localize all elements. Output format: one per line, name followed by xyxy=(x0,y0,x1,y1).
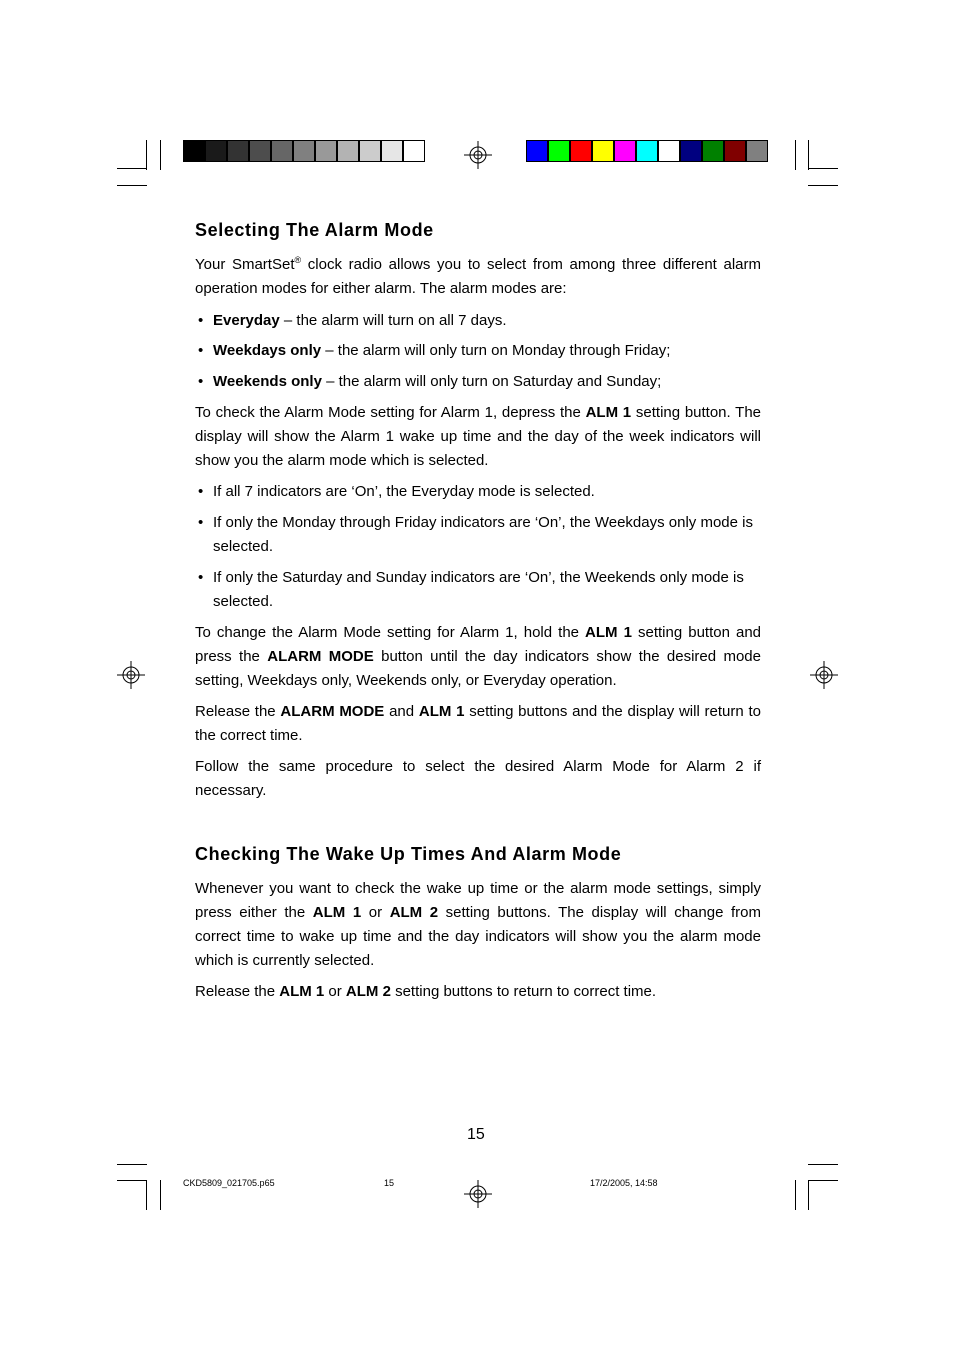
color-swatch xyxy=(592,140,614,162)
crop-line xyxy=(146,140,147,170)
color-swatch xyxy=(249,140,271,162)
crop-line xyxy=(808,1164,838,1165)
list-item: • If only the Monday through Friday indicators are ‘On’, the Weekdays only mode is selected. xyxy=(198,514,753,555)
crop-line xyxy=(146,1180,147,1210)
color-swatch xyxy=(271,140,293,162)
color-swatch xyxy=(614,140,636,162)
footer-filename: CKD5809_021705.p65 xyxy=(183,1178,275,1188)
color-swatch xyxy=(636,140,658,162)
list-item: • If all 7 indicators are ‘On’, the Everyday mode is selected. xyxy=(198,483,595,500)
color-swatch xyxy=(658,140,680,162)
color-swatch xyxy=(293,140,315,162)
list-item: • If only the Saturday and Sunday indicators are ‘On’, the Weekends only mode is selected. xyxy=(198,569,744,610)
section-heading: Selecting The Alarm Mode xyxy=(195,220,434,240)
crop-line xyxy=(117,185,147,186)
intro-paragraph: Your SmartSet® clock radio allows you to select from among three different alarm operation modes for either alarm. The alarm modes are: xyxy=(195,255,762,297)
color-swatch xyxy=(403,140,425,162)
color-swatch xyxy=(227,140,249,162)
color-swatch xyxy=(526,140,548,162)
crop-line xyxy=(795,1180,796,1210)
color-swatch xyxy=(702,140,724,162)
registration-target-icon xyxy=(464,141,492,169)
crop-line xyxy=(160,1180,161,1210)
color-swatch xyxy=(724,140,746,162)
color-swatch xyxy=(746,140,768,162)
crop-line xyxy=(160,140,161,170)
crop-line xyxy=(795,140,796,170)
check-times-paragraph: Whenever you want to check the wake up time or the alarm mode settings, simply press either the ALM 1 or ALM 2 setting buttons. The display will change from correct time to wake up time and the day indicators will show you the alarm mode which is currently selected. xyxy=(195,880,761,969)
color-swatch xyxy=(680,140,702,162)
color-swatch xyxy=(548,140,570,162)
release-paragraph: Release the ALARM MODE and ALM 1 setting buttons and the display will return to the correct time. xyxy=(195,703,761,744)
list-item: • Everyday – the alarm will turn on all 7 days. xyxy=(198,312,507,329)
color-swatch xyxy=(183,140,205,162)
list-item: • Weekdays only – the alarm will only turn on Monday through Friday; xyxy=(198,342,671,359)
crop-line xyxy=(117,1164,147,1165)
footer-date: 17/2/2005, 14:58 xyxy=(590,1178,658,1188)
crop-line xyxy=(808,1180,838,1181)
crop-line xyxy=(808,168,838,169)
color-swatch xyxy=(205,140,227,162)
color-swatch xyxy=(381,140,403,162)
crop-line xyxy=(808,1180,809,1210)
release-paragraph: Release the ALM 1 or ALM 2 setting buttons to return to correct time. xyxy=(195,983,657,1000)
color-swatch xyxy=(337,140,359,162)
color-swatch xyxy=(315,140,337,162)
registration-target-icon xyxy=(117,661,145,689)
crop-line xyxy=(808,140,809,170)
follow-paragraph: Follow the same procedure to select the desired Alarm Mode for Alarm 2 if necessary. xyxy=(195,758,761,799)
check-paragraph: To check the Alarm Mode setting for Alarm 1, depress the ALM 1 setting button. The display will show the Alarm 1 wake up time and the day of the week indicators will show you the alarm mode which is selected. xyxy=(195,404,761,469)
crop-line xyxy=(117,1180,147,1181)
registration-target-icon xyxy=(464,1180,492,1208)
registration-target-icon xyxy=(810,661,838,689)
section-heading: Checking The Wake Up Times And Alarm Mode xyxy=(195,844,622,864)
color-swatch xyxy=(359,140,381,162)
crop-line xyxy=(808,185,838,186)
list-item: • Weekends only – the alarm will only turn on Saturday and Sunday; xyxy=(198,373,662,390)
footer-page: 15 xyxy=(384,1178,395,1188)
change-paragraph: To change the Alarm Mode setting for Alarm 1, hold the ALM 1 setting button and press the ALARM MODE button until the day indicators show the desired mode setting, Weekdays only, Weekends only, or Everyday operation. xyxy=(195,624,762,689)
page-number: 15 xyxy=(467,1126,485,1143)
grayscale-color-bar xyxy=(183,140,425,163)
color-swatch xyxy=(570,140,592,162)
color-calibration-bar xyxy=(526,140,768,163)
crop-line xyxy=(117,168,147,169)
